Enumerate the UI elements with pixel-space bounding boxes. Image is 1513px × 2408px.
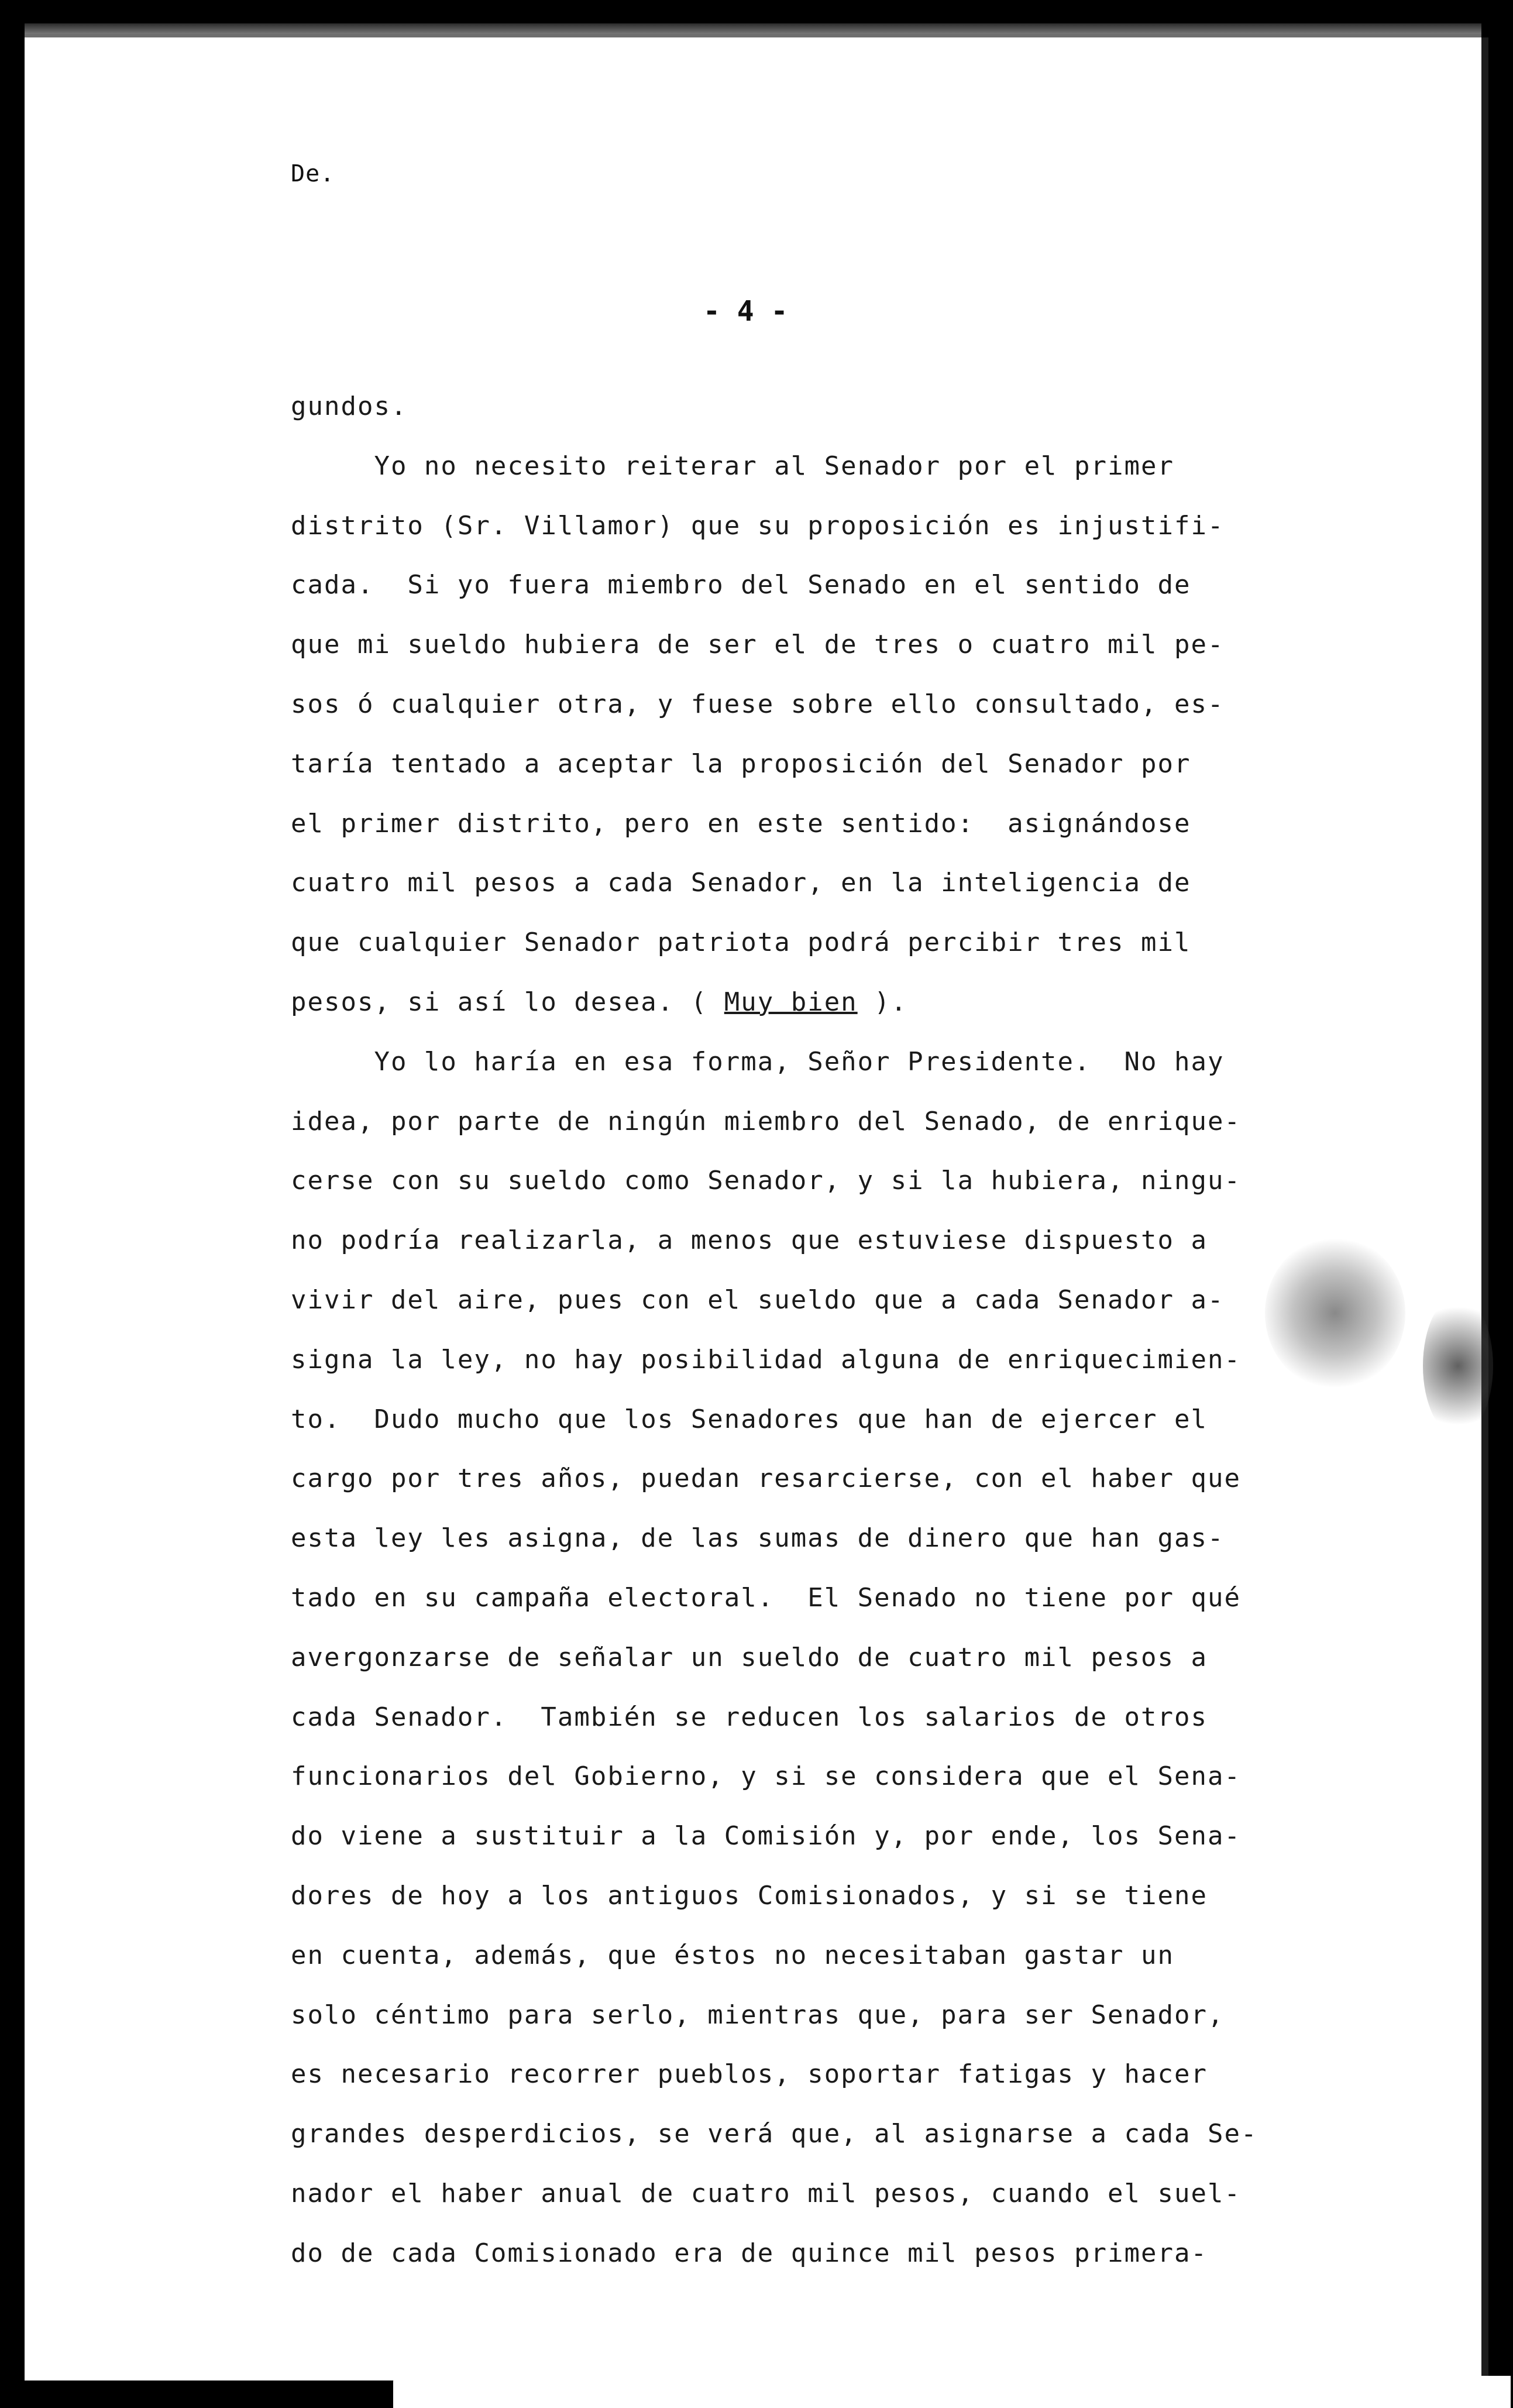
underlined-remark: Muy bien: [724, 987, 858, 1017]
page-number: - 4 -: [703, 295, 788, 328]
text-line: es necesario recorrer pueblos, soportar fatigas y hacer: [291, 2059, 1208, 2090]
ink-stain-edge: [1423, 1296, 1493, 1436]
text-line: cargo por tres años, puedan resarcierse, con el haber que: [291, 1464, 1241, 1494]
text-line: taría tentado a aceptar la proposición del Senador por: [291, 748, 1191, 779]
text-line-with-underline: [291, 973, 1321, 1032]
next-page-edge: [393, 2376, 1511, 2408]
text-line: solo céntimo para serlo, mientras que, para ser Senador,: [291, 2000, 1225, 2030]
body-text: [291, 377, 1321, 2283]
page-right-edge: [1481, 37, 1488, 2380]
text-line: vivir del aire, pues con el sueldo que a cada Senador a-: [291, 1284, 1225, 1315]
text-line: tado en su campaña electoral. El Senado no tiene por qué: [291, 1582, 1241, 1613]
text-line: dores de hoy a los antiguos Comisionados, y si se tiene: [291, 1880, 1208, 1911]
text-line: funcionarios del Gobierno, y si se considera que el Sena-: [291, 1761, 1241, 1792]
text-line: grandes desperdicios, se verá que, al asignarse a cada Se-: [291, 2119, 1258, 2149]
text-line: distrito (Sr. Villamor) que su proposición es injustifi-: [291, 510, 1225, 541]
text-line: to. Dudo mucho que los Senadores que han de ejercer el: [291, 1404, 1208, 1434]
text-line: el primer distrito, pero en este sentido: asignándose: [291, 808, 1191, 839]
text-line: esta ley les asigna, de las sumas de dinero que han gas-: [291, 1523, 1225, 1554]
text-line: que cualquier Senador patriota podrá percibir tres mil: [291, 928, 1191, 958]
text-line: gundos.: [291, 391, 408, 421]
text-line: en cuenta, además, que éstos no necesitaban gastar un: [291, 1940, 1174, 1970]
text-line: do viene a sustituir a la Comisión y, por ende, los Sena-: [291, 1821, 1241, 1851]
text-segment: ).: [857, 987, 908, 1017]
text-line: sos ó cualquier otra, y fuese sobre ello consultado, es-: [291, 689, 1225, 719]
text-line: idea, por parte de ningún miembro del Senado, de enrique-: [291, 1106, 1241, 1136]
text-line: Yo lo haría en esa forma, Señor Presidente. No hay: [291, 1046, 1225, 1077]
text-line: Yo no necesito reiterar al Senador por el primer: [291, 451, 1174, 481]
text-line: cada Senador. También se reducen los salarios de otros: [291, 1702, 1208, 1732]
text-line: cuatro mil pesos a cada Senador, en la inteligencia de: [291, 868, 1191, 898]
page-top-edge: [25, 23, 1481, 34]
text-line: nador el haber anual de cuatro mil pesos, cuando el suel-: [291, 2178, 1241, 2208]
text-line: cada. Si yo fuera miembro del Senado en el sentido de: [291, 570, 1191, 600]
text-line: que mi sueldo hubiera de ser el de tres o cuatro mil pe-: [291, 630, 1225, 660]
text-line: no podría realizarla, a menos que estuviese dispuesto a: [291, 1225, 1208, 1256]
text-line: do de cada Comisionado era de quince mil pesos primera-: [291, 2238, 1208, 2268]
text-segment: pesos, si así lo desea. (: [291, 987, 724, 1017]
text-line: cerse con su sueldo como Senador, y si la hubiera, ningu-: [291, 1166, 1241, 1196]
header-mark: De.: [291, 160, 335, 187]
document-page: [25, 34, 1481, 2380]
text-line: signa la ley, no hay posibilidad alguna de enriquecimien-: [291, 1344, 1241, 1375]
text-line: avergonzarse de señalar un sueldo de cuatro mil pesos a: [291, 1642, 1208, 1672]
